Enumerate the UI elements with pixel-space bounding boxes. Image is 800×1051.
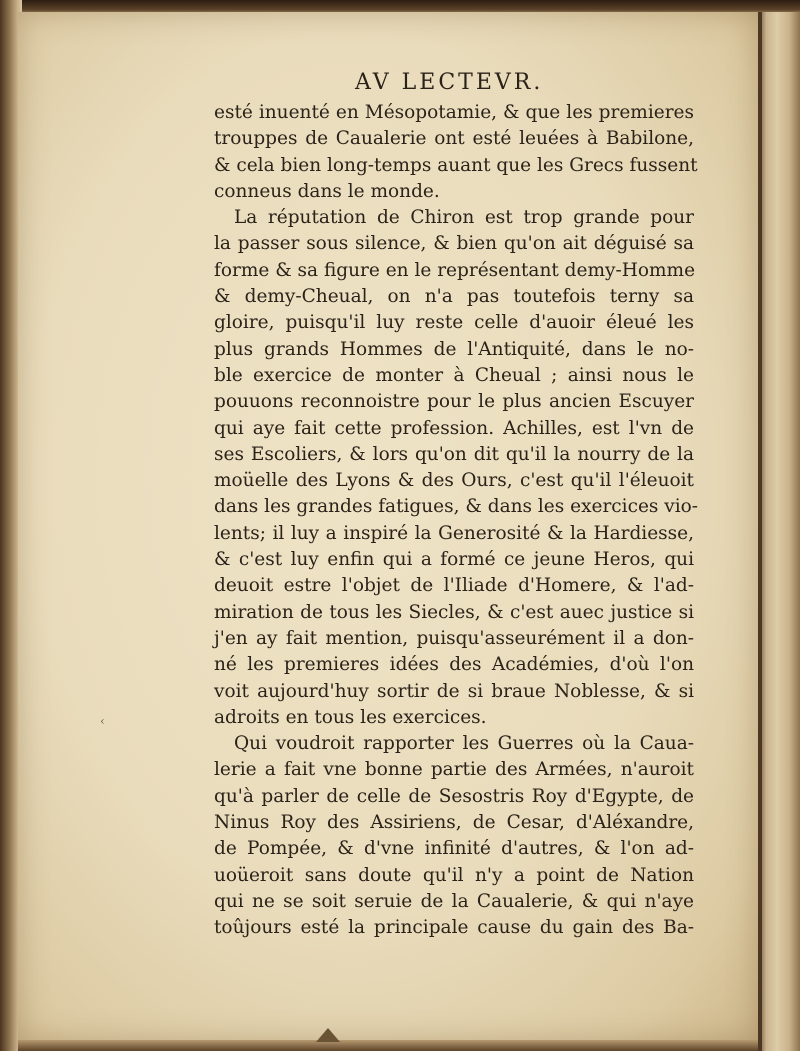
running-header: AV LECTEVR. [355, 70, 544, 95]
page-fold-mark [316, 1028, 340, 1042]
text-line: j'en ay fait mention, puisqu'asseurément il a don- [214, 627, 694, 649]
text-line: pouuons reconnoistre pour le plus ancien Escuyer [214, 391, 694, 413]
text-line: voit aujourd'huy sortir de si braue Noblesse, & si [214, 680, 694, 702]
text-line: & c'est luy enfin qui a formé ce jeune Heros, qui [214, 549, 694, 571]
text-line: & cela bien long-temps auant que les Grecs fussent [214, 154, 698, 176]
text-line: dans les grandes fatigues, & dans les exercices vio- [214, 496, 699, 518]
text-line: uoüeroit sans doute qu'il n'y a point de Nation [214, 864, 694, 886]
text-line: toûjours esté la principale cause du gain des Ba- [214, 917, 694, 939]
text-line: lents; il luy a inspiré la Generosité & la Hardiesse, [214, 522, 694, 544]
text-line: deuoit estre l'objet de l'Iliade d'Homere, & l'ad- [214, 575, 694, 597]
text-line: adroits en tous les exercices. [214, 706, 487, 728]
text-line: plus grands Hommes de l'Antiquité, dans le no- [214, 338, 694, 360]
book-right-edge [758, 12, 800, 1051]
text-line: ble exercice de monter à Cheual ; ainsi nous le [214, 364, 694, 386]
paragraph-start-line: Qui voudroit rapporter les Guerres où la Caua- [234, 733, 694, 755]
text-line: miration de tous les Siecles, & c'est auec justice si [214, 601, 694, 623]
text-line: ses Escoliers, & lors qu'on dit qu'il la nourry de la [214, 443, 694, 465]
text-line: gloire, puisqu'il luy reste celle d'auoir éleué les [214, 312, 694, 334]
text-line: esté inuenté en Mésopotamie, & que les premieres [214, 102, 694, 123]
margin-tick-mark: ‹ [100, 714, 105, 728]
text-line: conneus dans le monde. [214, 180, 440, 202]
paragraph-start-line: La réputation de Chiron est trop grande pour [234, 207, 694, 229]
text-line: qui ne se soit seruie de la Caualerie, & qui n'aye [214, 890, 694, 912]
text-line: lerie a fait vne bonne partie des Armées, n'auroit [214, 759, 694, 781]
text-line: trouppes de Caualerie ont esté leuées à Babilone, [214, 128, 694, 150]
book-bottom-edge [18, 1040, 758, 1051]
text-line: & demy-Cheual, on n'a pas toutefois terny sa [214, 286, 694, 308]
text-line: né les premieres idées des Académies, d'où l'on [214, 654, 694, 676]
text-line: qu'à parler de celle de Sesostris Roy d'Egypte, de [214, 785, 694, 807]
text-line: Ninus Roy des Assiriens, de Cesar, d'Aléxandre, [214, 812, 694, 834]
text-line: la passer sous silence, & bien qu'on ait déguisé sa [214, 233, 694, 255]
text-block [214, 100, 699, 942]
text-line: qui aye fait cette profession. Achilles, est l'vn de [214, 417, 694, 439]
text-line: de Pompée, & d'vne infinité d'autres, & l'on ad- [214, 838, 694, 860]
text-line: moüelle des Lyons & des Ours, c'est qu'il l'éleuoit [214, 470, 694, 492]
text-line: forme & sa figure en le représentant demy-Homme [214, 259, 696, 281]
